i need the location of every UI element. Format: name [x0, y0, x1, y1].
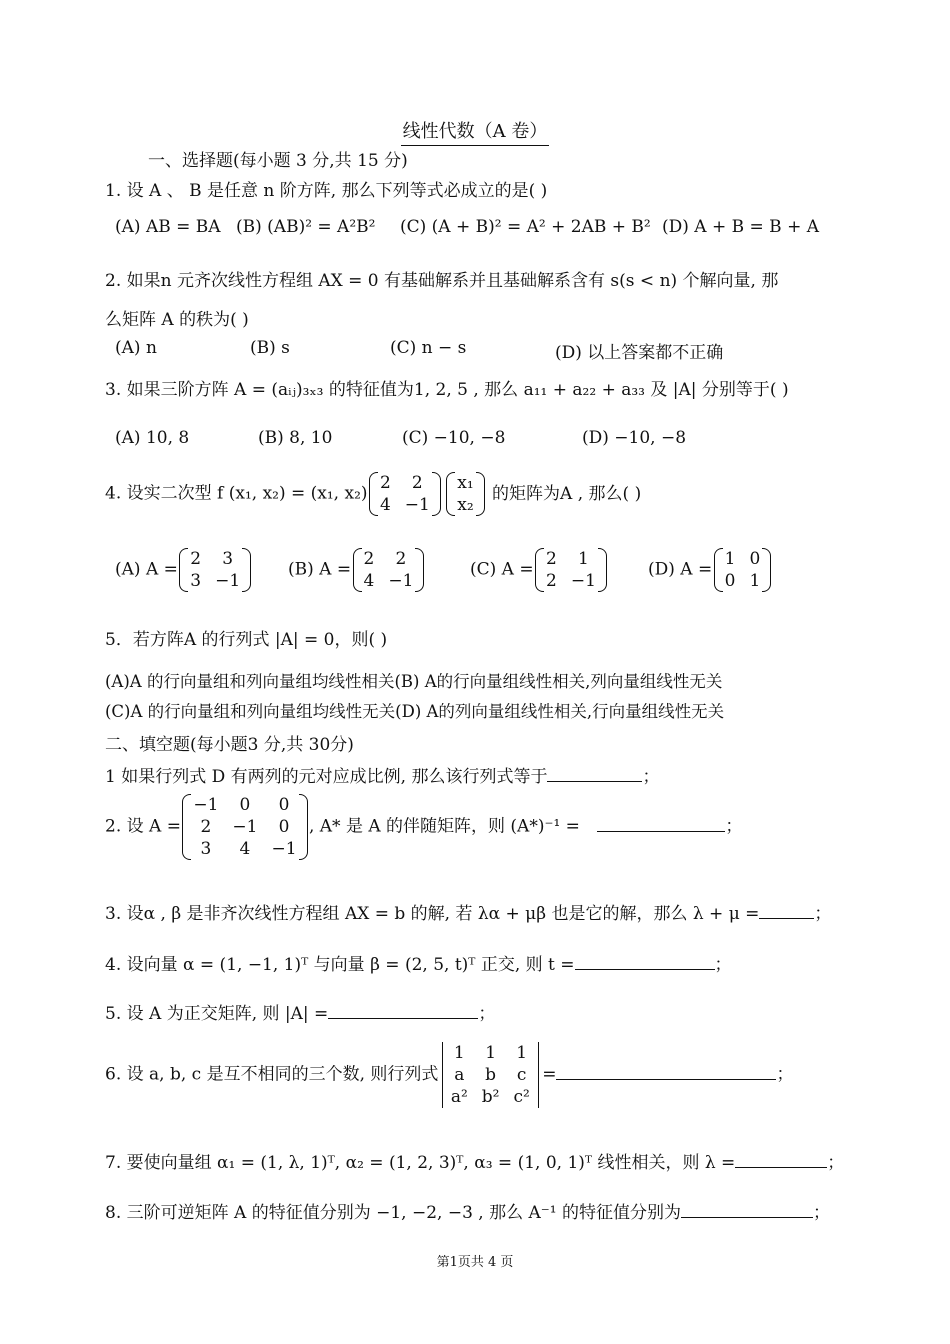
q3-option-d: (D) −10, −8: [582, 428, 687, 448]
page-title: 线性代数（A 卷）: [0, 117, 950, 143]
fill-7: 7. 要使向量组 α₁ = (1, λ, 1)ᵀ, α₂ = (1, 2, 3)ᵀ, α₃ = (1, 0, 1)ᵀ 线性相关，则 λ = ；: [105, 1153, 845, 1173]
q1-stem: 1. 设 A 、 B 是任意 n 阶方阵, 那么下列等式必成立的是( ): [105, 181, 548, 201]
fill-8-blank[interactable]: [681, 1201, 813, 1218]
q1-option-a: (A) AB = BA: [115, 217, 221, 237]
q4-variable-vector: x₁ x₂: [450, 472, 480, 516]
fill-8: 8. 三阶可逆矩阵 A 的特征值分别为 −1, −2, −3 , 那么 A⁻¹ 的特征值分别为 ；: [105, 1203, 830, 1223]
fill-3: 3. 设α , β 是非齐次线性方程组 AX = b 的解, 若 λα + μβ 也是它的解，那么 λ + μ = ；: [105, 904, 832, 924]
fill-6-blank[interactable]: [556, 1063, 776, 1080]
q4-coefficient-matrix: 2 2 4 −1: [373, 472, 437, 516]
fill-6-determinant: 1 1 1 a b c a² b² c²: [444, 1042, 537, 1108]
q4-option-d: (D) A = 1 0 0 1: [648, 548, 767, 592]
fill-2-matrix: −1 0 0 2 −1 0 3 4 −1: [186, 794, 303, 860]
fill-1-blank[interactable]: [547, 765, 642, 782]
q5-stem: 5．若方阵A 的行列式 |A| = 0，则( ): [105, 630, 388, 650]
fill-2: 2. 设 A = −1 0 0 2 −1 0 3 4 −1 , A* 是 A 的伴随矩阵，则 (A*)⁻¹ = ；: [105, 795, 743, 859]
fill-3-blank[interactable]: [759, 902, 814, 919]
fill-6: 6. 设 a, b, c 是互不相同的三个数, 则行列式 1 1 1 a b c a² b² c² = ；: [105, 1043, 794, 1107]
q4-option-b: (B) A = 2 2 4 −1: [288, 548, 420, 592]
page-footer: 第1页共 4 页: [436, 1255, 514, 1270]
section-1-heading: 一、选择题(每小题 3 分,共 15 分): [148, 151, 408, 171]
q1-option-c: (C) (A + B)² = A² + 2AB + B²: [400, 217, 651, 237]
q4-stem-pre: 4. 设实二次型 f (x₁, x₂) = (x₁, x₂): [105, 483, 368, 504]
q4-option-c: (C) A = 2 1 2 −1: [470, 548, 603, 592]
q2-option-d: (D) 以上答案都不正确: [555, 343, 724, 363]
q2-option-c: (C) n − s: [390, 338, 467, 358]
q2-stem-line2: 么矩阵 A 的秩为( ): [105, 310, 249, 330]
fill-1: 1 如果行列式 D 有两列的元对应成比例, 那么该行列式等于 ；: [105, 767, 660, 787]
q3-option-c: (C) −10, −8: [402, 428, 506, 448]
q4-stem: [105, 472, 641, 516]
q4-option-a: (A) A = 2 3 3 −1: [115, 548, 247, 592]
fill-2-blank[interactable]: [597, 815, 725, 832]
fill-5-blank[interactable]: [328, 1002, 478, 1019]
q1-option-b: (B) (AB)² = A²B²: [236, 217, 376, 237]
q2-stem-line1: 2. 如果n 元齐次线性方程组 AX = 0 有基础解系并且基础解系含有 s(s < n) 个解向量, 那: [105, 271, 779, 291]
q4-option-c-matrix: 2 1 2 −1: [539, 548, 603, 592]
q5-options-ab: (A)A 的行向量组和列向量组均线性相关(B) A的行向量组线性相关,列向量组线性无关: [105, 672, 723, 691]
q3-option-a: (A) 10, 8: [115, 428, 190, 448]
fill-5: 5. 设 A 为正交矩阵, 则 |A| = ；: [105, 1004, 496, 1024]
fill-4: 4. 设向量 α = (1, −1, 1)ᵀ 与向量 β = (2, 5, t)ᵀ 正交, 则 t = ；: [105, 955, 732, 975]
section-2-heading: 二、填空题(每小题3 分,共 30分): [105, 735, 354, 755]
q1-option-d: (D) A + B = B + A: [662, 217, 819, 237]
q5-options-cd: (C)A 的行向量组和列向量组均线性无关(D) A的列向量组线性相关,行向量组线性无关: [105, 702, 725, 721]
fill-7-blank[interactable]: [735, 1151, 827, 1168]
q3-option-b: (B) 8, 10: [258, 428, 333, 448]
q2-option-b: (B) s: [250, 338, 290, 358]
fill-4-blank[interactable]: [575, 953, 715, 970]
q4-option-b-matrix: 2 2 4 −1: [357, 548, 421, 592]
q2-option-a: (A) n: [115, 338, 157, 358]
q4-stem-post: 的矩阵为A , 那么( ): [492, 483, 642, 504]
q3-stem: 3. 如果三阶方阵 A = (aᵢⱼ)₃ₓ₃ 的特征值为1, 2, 5 , 那么 a₁₁ + a₂₂ + a₃₃ 及 |A| 分别等于( ): [105, 380, 789, 400]
q4-option-d-matrix: 1 0 0 1: [718, 548, 768, 592]
q4-option-a-matrix: 2 3 3 −1: [183, 548, 247, 592]
